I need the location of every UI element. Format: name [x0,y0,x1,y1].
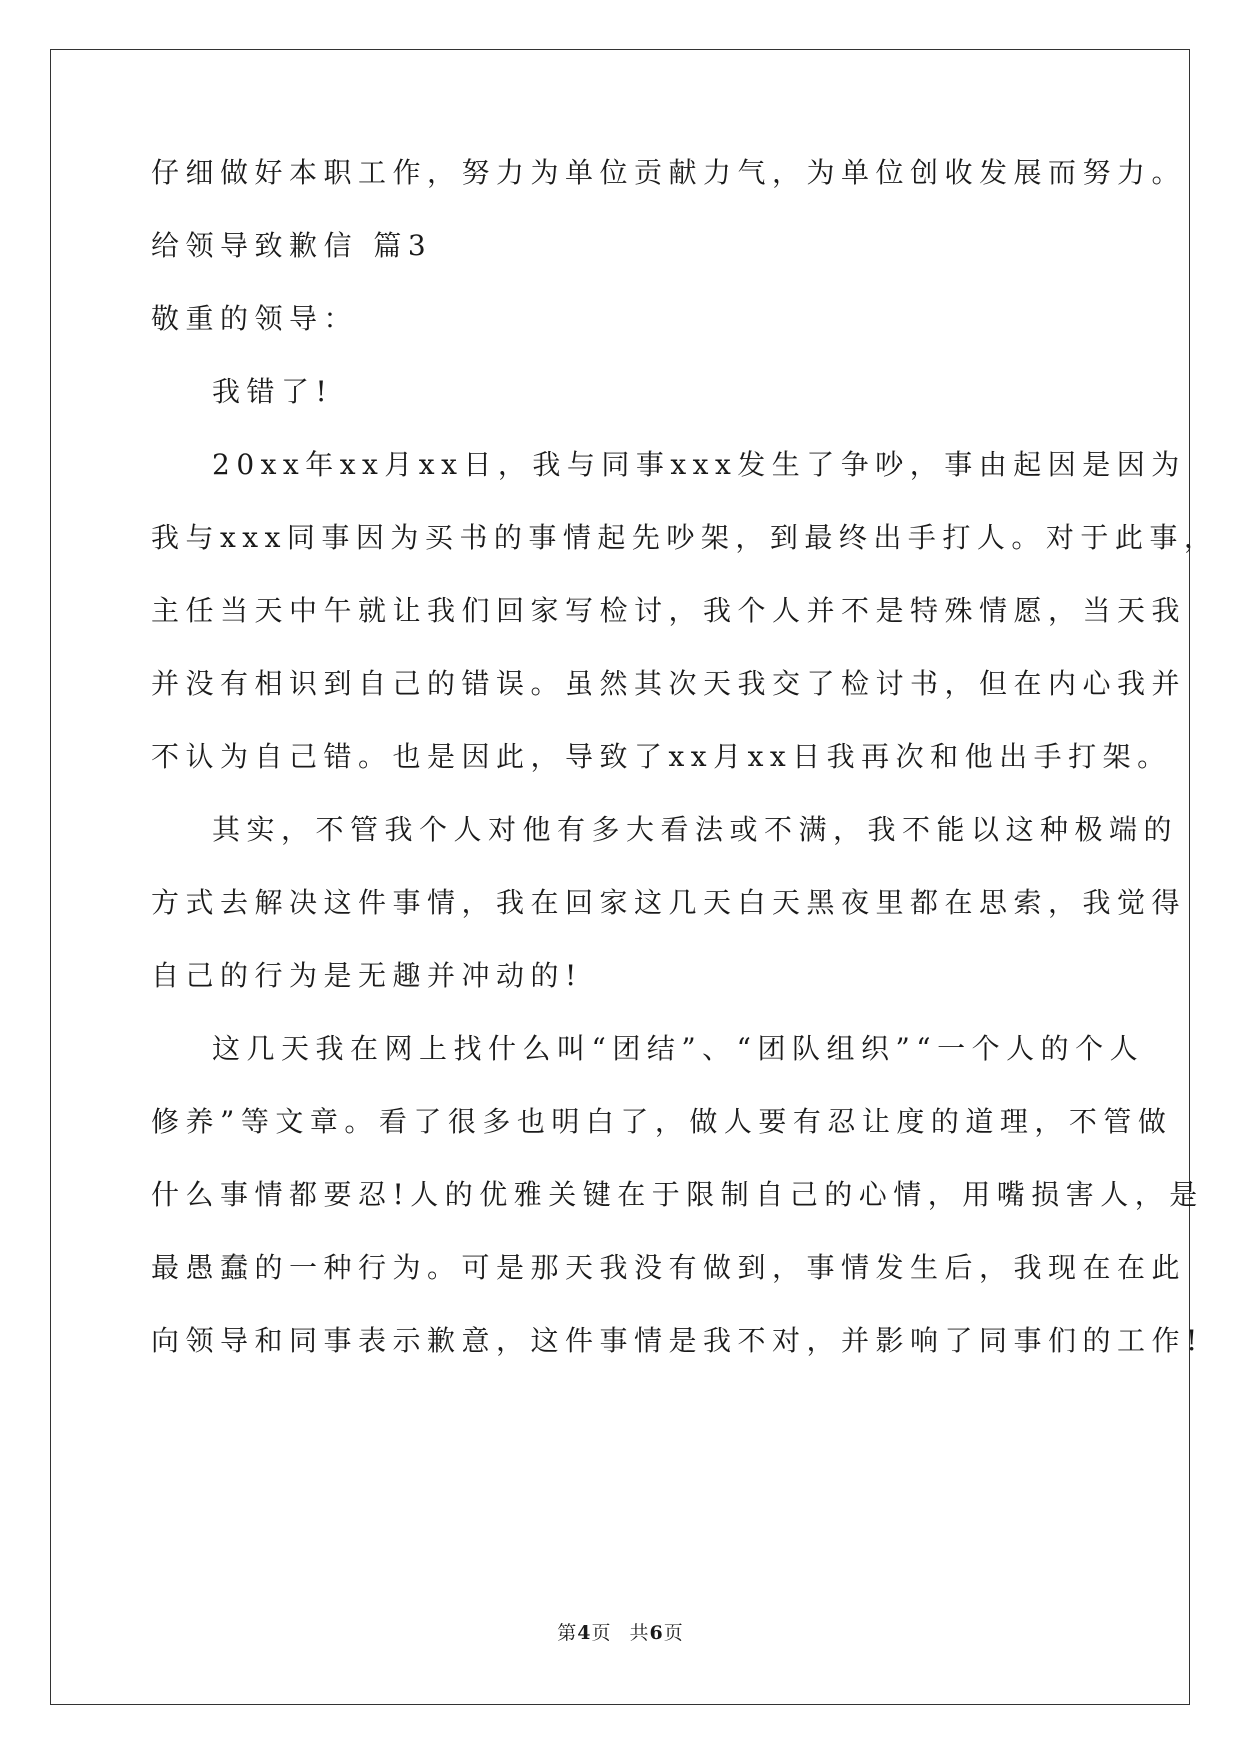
page-total: 6 [649,1622,664,1644]
text-line-14: 修养”等文章。看了很多也明白了，做人要有忍让度的道理，不管做 [151,1105,1173,1138]
text-line-4: 我错了! [212,375,334,408]
text-line-17: 向领导和同事表示歉意，这件事情是我不对，并影响了同事们的工作! [151,1324,1204,1357]
text-line-8: 并没有相识到自己的错误。虽然其次天我交了检讨书，但在内心我并 [151,667,1187,700]
total-suffix: 页 [663,1622,684,1644]
page-footer [0,1618,1241,1645]
text-line-7: 主任当天中午就让我们回家写检讨，我个人并不是特殊情愿，当天我 [151,594,1187,627]
page-suffix: 页 [591,1622,612,1644]
section-heading: 给领导致歉信 篇3 [151,229,433,262]
text-line-13: 这几天我在网上找什么叫“团结”、“团队组织”“一个人的个人 [212,1032,1145,1065]
salutation: 敬重的领导： [151,302,359,335]
text-line-6: 我与xxx同事因为买书的事情起先吵架，到最终出手打人。对于此事， [151,521,1219,554]
text-line-16: 最愚蠢的一种行为。可是那天我没有做到，事情发生后，我现在在此 [151,1251,1187,1284]
text-line-9: 不认为自己错。也是因此，导致了xx月xx日我再次和他出手打架。 [151,740,1172,773]
page-border [50,49,1190,1705]
text-line-11: 方式去解决这件事情，我在回家这几天白天黑夜里都在思索，我觉得 [151,886,1187,919]
text-line-15: 什么事情都要忍!人的优雅关键在于限制自己的心情，用嘴损害人，是 [151,1178,1204,1211]
page-number: 4 [577,1622,592,1644]
text-line-5: 20xx年xx月xx日，我与同事xxx发生了争吵，事由起因是因为 [212,448,1186,481]
text-line-12: 自己的行为是无趣并冲动的! [151,959,583,992]
text-line-10: 其实，不管我个人对他有多大看法或不满，我不能以这种极端的 [212,813,1179,846]
total-prefix: 共 [629,1622,650,1644]
text-line-1: 仔细做好本职工作，努力为单位贡献力气，为单位创收发展而努力。 [151,156,1187,189]
page-prefix: 第 [557,1622,578,1644]
